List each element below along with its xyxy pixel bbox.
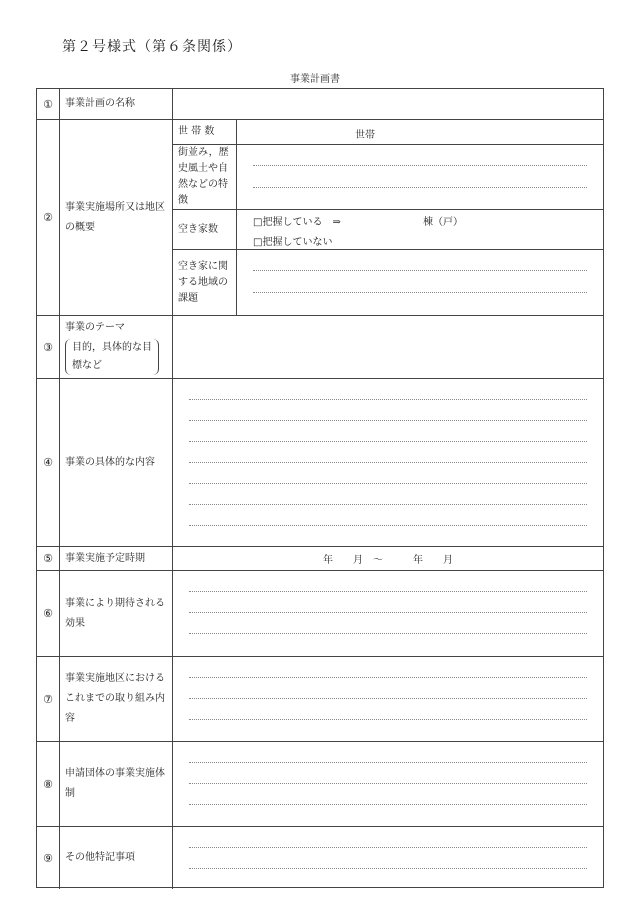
details-field[interactable] [173, 379, 603, 546]
row-past-efforts [37, 657, 603, 742]
row-structure [37, 742, 603, 827]
features-field[interactable] [237, 145, 603, 209]
row-label: その他特記事項 [60, 827, 173, 889]
theme-label: 事業のテーマ [65, 322, 125, 333]
row-number: ⑧ [37, 742, 60, 826]
row-label: 事業の具体的な内容 [60, 379, 173, 546]
past-efforts-field[interactable] [173, 657, 603, 741]
row-details [37, 379, 603, 547]
option-known-checkbox[interactable]: □把握している ⇒ [253, 217, 341, 228]
document-title: 事業計画書 [290, 74, 340, 85]
row-area-overview [37, 120, 603, 316]
row-schedule [37, 547, 603, 571]
page-heading: 第２号様式（第６条関係） [62, 39, 242, 55]
row-label: 事業により期待される効果 [60, 571, 173, 656]
row-number: ③ [37, 316, 60, 378]
row-label: 事業実施場所又は地区の概要 [60, 120, 173, 315]
row-plan-name [37, 89, 603, 120]
households-unit: 世帯 [355, 130, 375, 141]
households-subrow [173, 120, 603, 145]
row-number: ⑥ [37, 571, 60, 656]
row-label [60, 316, 173, 378]
row-number: ④ [37, 379, 60, 546]
vacant-issues-label: 空き家に関する地域の課題 [173, 250, 237, 316]
row-number: ① [37, 89, 60, 119]
theme-field[interactable] [173, 316, 603, 378]
row-label: 申請団体の事業実施体制 [60, 742, 173, 826]
structure-field[interactable] [173, 742, 603, 826]
features-subrow [173, 145, 603, 210]
schedule-period: 年 月 ～ 年 月 [323, 555, 453, 566]
vacant-count-subrow [173, 210, 603, 250]
business-plan-form [36, 88, 604, 888]
schedule-field[interactable] [173, 547, 603, 570]
option-unknown-checkbox[interactable]: □把握していない [253, 237, 333, 248]
vacant-issues-field[interactable] [237, 250, 603, 316]
building-unit: 棟（戸） [423, 217, 463, 228]
households-label: 世 帯 数 [173, 120, 237, 144]
row-label: 事業実施予定時期 [60, 547, 173, 570]
row-number: ⑦ [37, 657, 60, 741]
vacant-count-field [237, 210, 603, 249]
vacant-issues-subrow [173, 250, 603, 316]
row-number: ⑨ [37, 827, 60, 889]
row-number: ② [37, 120, 60, 315]
plan-name-field[interactable] [173, 89, 603, 119]
row-effects [37, 571, 603, 657]
area-overview-body [173, 120, 603, 315]
features-label: 街並み，歴史風土や自然などの特徴 [173, 145, 237, 209]
vacant-count-label: 空き家数 [173, 210, 237, 249]
effects-field[interactable] [173, 571, 603, 656]
households-field[interactable] [237, 120, 603, 144]
row-theme [37, 316, 603, 379]
other-notes-field[interactable] [173, 827, 603, 889]
row-other-notes [37, 827, 603, 889]
row-label: 事業実施地区におけるこれまでの取り組み内容 [60, 657, 173, 741]
row-label: 事業計画の名称 [60, 89, 173, 119]
row-number: ⑤ [37, 547, 60, 570]
theme-bracket-note: 目的，具体的な目標など [65, 339, 159, 375]
